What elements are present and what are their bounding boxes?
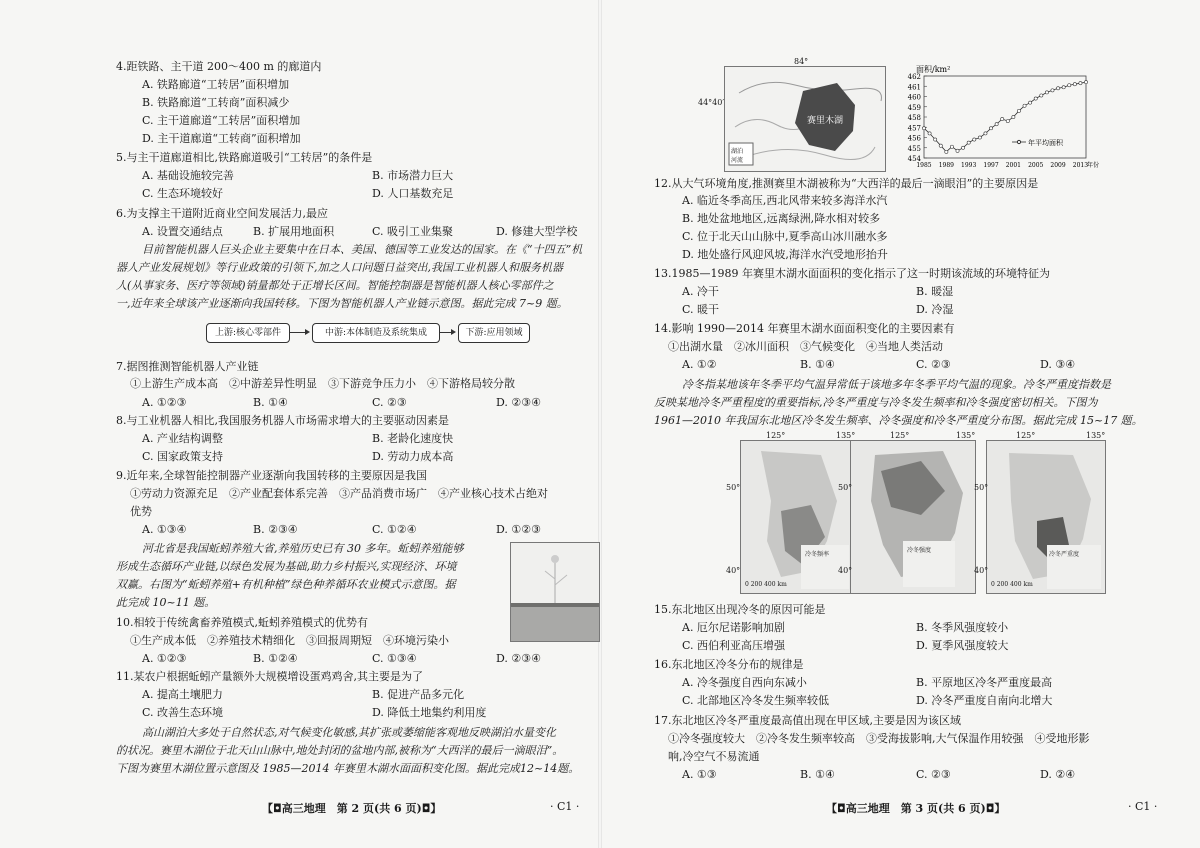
- data-point: [1034, 97, 1037, 100]
- q10-option-b: B. ①②④: [253, 652, 298, 665]
- map-legend-lake: 湖泊: [731, 148, 744, 155]
- frequency-map-lat2: 40°: [726, 566, 741, 575]
- q9-stem: 9.近年来,全球智能控制器产业逐渐向我国转移的主要原因是我国: [116, 469, 427, 482]
- chain-arrow-2: [440, 332, 454, 333]
- material4-line1: 冷冬指某地该年冬季平均气温异常低于该地多年冬季平均气温的现象。冷冬严重度指数是: [682, 378, 1111, 391]
- map-longitude: 84°: [794, 57, 809, 66]
- data-point: [1023, 104, 1026, 107]
- q4-stem: 4.距铁路、主干道 200～400 m 的廊道内: [116, 60, 322, 73]
- data-point: [962, 146, 965, 149]
- q14-option-c: C. ②③: [916, 358, 951, 371]
- material1-line2: 器人产业发展规划》等行业政策的引领下,加之人口问题日益突出,我国工业机器人和服务机器: [116, 261, 563, 274]
- q6-option-a: A. 设置交通结点: [142, 225, 223, 238]
- data-point: [1079, 82, 1082, 85]
- q16-stem: 16.东北地区冷冬分布的规律是: [654, 658, 804, 671]
- q11-stem: 11.某农户根据蚯蚓产量额外大规模增设蛋鸡鸡舍,其主要是为了: [116, 670, 423, 683]
- chart-legend: [1012, 138, 1064, 147]
- q4-option-d: D. 主干道廊道“工转商”面积增加: [142, 132, 301, 145]
- q5-option-d: D. 人口基数充足: [372, 187, 454, 200]
- intensity-map-lat1: 50°: [838, 483, 853, 492]
- right-page: [600, 0, 1200, 848]
- y-tick-label: 456: [907, 134, 921, 143]
- frequency-map-drawing: [741, 441, 853, 593]
- data-point: [934, 138, 937, 141]
- data-point: [928, 132, 931, 135]
- material4-line2: 反映某地冷冬严重程度的重要指标,冷冬严重度与冷冬发生频率和冷冬强度密切相关。下图为: [654, 396, 1098, 409]
- lake-label: 赛里木湖: [807, 116, 844, 126]
- intensity-map-lon2: 135°: [956, 431, 976, 440]
- data-point: [1040, 94, 1043, 97]
- q9-option-c: C. ①②④: [372, 523, 417, 536]
- q7-stem: 7.据图推测智能机器人产业链: [116, 360, 259, 373]
- q7-option-d: D. ②③④: [496, 396, 542, 409]
- frequency-map-scale: 0 200 400 km: [745, 581, 787, 588]
- intensity-map-legend: 冷冬强度: [907, 547, 932, 554]
- material2-line3: 双赢。右图为“蚯蚓养殖+有机种植”绿色种养循环农业模式示意图。据: [116, 578, 456, 591]
- q4-option-c: C. 主干道廊道“工转居”面积增加: [142, 114, 301, 127]
- data-point: [1084, 81, 1087, 84]
- severity-map-legend: 冷冬严重度: [1049, 551, 1080, 558]
- q13-option-b: B. 暖湿: [916, 285, 954, 298]
- chain-arrow-1: [290, 332, 308, 333]
- q6-option-b: B. 扩展用地面积: [253, 225, 335, 238]
- q10-stem: 10.相较于传统禽畜养殖模式,蚯蚓养殖模式的优势有: [116, 616, 368, 629]
- q11-option-d: D. 降低土地集约利用度: [372, 706, 487, 719]
- data-point: [922, 127, 925, 130]
- q13-option-a: A. 冷干: [682, 285, 719, 298]
- severity-map-lon1: 125°: [1016, 431, 1036, 440]
- earthworm-figure-drawing: [511, 543, 599, 641]
- y-tick-label: 455: [907, 144, 921, 153]
- q10-option-c: C. ①③④: [372, 652, 417, 665]
- q5-option-b: B. 市场潜力巨大: [372, 169, 454, 182]
- q14-stem: 14.影响 1990—2014 年赛里木湖水面面积变化的主要因素有: [654, 322, 955, 335]
- cold-winter-frequency-map: [740, 440, 854, 594]
- q14-items: ①出湖水量 ②冰川面积 ③气候变化 ④当地人类活动: [668, 340, 943, 353]
- chain-midstream-box: 中游:本体制造及系统集成: [312, 323, 440, 343]
- x-tick-label: 1989: [938, 162, 954, 169]
- q17-option-b: B. ①④: [800, 768, 835, 781]
- q7-option-c: C. ②③: [372, 396, 407, 409]
- chart-ylabel: 面积/km²: [916, 65, 951, 74]
- q17-items: ①冷冬强度较大 ②冷冬发生频率较高 ③受海拔影响,大气保温作用较强 ④受地形影: [668, 732, 1090, 745]
- q8-option-b: B. 老龄化速度快: [372, 432, 454, 445]
- q8-option-d: D. 劳动力成本高: [372, 450, 454, 463]
- chart-plot: [922, 81, 1087, 154]
- q16-option-c: C. 北部地区冷冬发生频率较低: [682, 694, 830, 707]
- q8-option-a: A. 产业结构调整: [142, 432, 223, 445]
- q17-option-d: D. ②④: [1040, 768, 1076, 781]
- severity-map-drawing: [987, 441, 1105, 593]
- data-point: [1073, 83, 1076, 86]
- x-tick-label: 1993: [961, 162, 977, 169]
- frequency-map-lon1: 125°: [766, 431, 786, 440]
- severity-map-lat2: 40°: [974, 566, 989, 575]
- q15-option-b: B. 冬季风强度较小: [916, 621, 1009, 634]
- x-tick-label: 1997: [983, 162, 999, 169]
- chart-axes: [908, 73, 1099, 169]
- data-point: [1056, 87, 1059, 90]
- q12-stem: 12.从大气环境角度,推测赛里木湖被称为“大西洋的最后一滴眼泪”的主要原因是: [654, 177, 1039, 190]
- q16-option-b: B. 平原地区冷冬严重度最高: [916, 676, 1053, 689]
- cold-winter-severity-map: [986, 440, 1106, 594]
- x-tick-label: 2009: [1050, 162, 1066, 169]
- q10-items: ①生产成本低 ②养殖技术精细化 ③回报周期短 ④环境污染小: [130, 634, 449, 647]
- q6-stem: 6.为支撑主干道附近商业空间发展活力,最应: [116, 207, 328, 220]
- data-point: [1029, 101, 1032, 104]
- map-legend-river: 河流: [731, 157, 744, 164]
- x-tick-label: 1985: [916, 162, 932, 169]
- right-page-code: · C1 ·: [1128, 800, 1158, 813]
- data-point: [967, 141, 970, 144]
- cold-winter-intensity-map: [850, 440, 976, 594]
- q17-option-c: C. ②③: [916, 768, 951, 781]
- data-point: [1006, 120, 1009, 123]
- q12-option-b: B. 地处盆地地区,远离绿洲,降水相对较多: [682, 212, 881, 225]
- intensity-map-drawing: [851, 441, 975, 593]
- intensity-map-lon1: 125°: [890, 431, 910, 440]
- data-point: [1068, 84, 1071, 87]
- q14-option-d: D. ③④: [1040, 358, 1076, 371]
- data-point: [1051, 89, 1054, 92]
- sayram-lake-map: [724, 66, 886, 172]
- q13-stem: 13.1985—1989 年赛里木湖水面面积的变化指示了这一时期该流域的环境特征为: [654, 267, 1050, 280]
- material3-line2: 的状况。赛里木湖位于北天山山脉中,地处封闭的盆地内部,被称为“大西洋的最后一滴眼泪”。: [116, 744, 564, 757]
- map-latitude: 44°40′: [698, 98, 725, 107]
- earthworm-farming-figure: [510, 542, 600, 642]
- q17-option-a: A. ①③: [682, 768, 717, 781]
- y-tick-label: 458: [907, 114, 921, 122]
- lake-area-chart: [886, 58, 1100, 176]
- y-tick-label: 454: [907, 155, 921, 163]
- q4-option-a: A. 铁路廊道“工转居”面积增加: [142, 78, 290, 91]
- q9-items: ①劳动力资源充足 ②产业配套体系完善 ③产品消费市场广 ④产业核心技术占绝对: [130, 487, 548, 500]
- severity-map-lat1: 50°: [974, 483, 989, 492]
- q14-option-b: B. ①④: [800, 358, 835, 371]
- q15-option-d: D. 夏季风强度较大: [916, 639, 1009, 652]
- q6-option-d: D. 修建大型学校: [496, 225, 578, 238]
- y-tick-label: 460: [907, 93, 921, 102]
- data-point: [1045, 91, 1048, 94]
- data-point: [939, 144, 942, 147]
- q6-option-c: C. 吸引工业集聚: [372, 225, 454, 238]
- q9-option-a: A. ①③④: [142, 523, 187, 536]
- severity-map-lon2: 135°: [1086, 431, 1106, 440]
- data-point: [945, 150, 948, 153]
- q12-option-c: C. 位于北天山山脉中,夏季高山冰川融水多: [682, 230, 888, 243]
- data-point: [1012, 115, 1015, 118]
- material2-line4: 此完成 10~11 题。: [116, 596, 216, 609]
- data-point: [995, 123, 998, 126]
- q8-option-c: C. 国家政策支持: [142, 450, 224, 463]
- q12-option-a: A. 临近冬季高压,西北风带来较多海洋水汽: [682, 194, 888, 207]
- right-footer: 【◘高三地理 第 3 页(共 6 页)◘】: [826, 802, 1006, 815]
- data-point: [989, 127, 992, 130]
- data-point: [1001, 117, 1004, 120]
- material1-line1: 目前智能机器人巨头企业主要集中在日本、美国、德国等工业发达的国家。在《“十四五”机: [142, 243, 583, 256]
- q9-option-d: D. ①②③: [496, 523, 542, 536]
- y-tick-label: 461: [907, 83, 921, 92]
- q4-option-b: B. 铁路廊道“工转商”面积减少: [142, 96, 290, 109]
- severity-map-scale: 0 200 400 km: [991, 581, 1033, 588]
- y-tick-label: 457: [907, 124, 921, 133]
- x-tick-label: 2005: [1028, 162, 1044, 169]
- q7-items: ①上游生产成本高 ②中游差异性明显 ③下游竞争压力小 ④下游格局较分散: [130, 377, 515, 390]
- legend-label: 年平均面积: [1028, 139, 1063, 147]
- q8-stem: 8.与工业机器人相比,我国服务机器人市场需求增大的主要驱动因素是: [116, 414, 449, 427]
- frequency-map-legend: 冷冬频率: [805, 551, 830, 558]
- q14-option-a: A. ①②: [682, 358, 717, 371]
- q7-option-a: A. ①②③: [142, 396, 187, 409]
- q17-items-cont: 响,冷空气不易流通: [668, 750, 760, 763]
- y-tick-label: 462: [907, 73, 921, 81]
- q16-option-d: D. 冷冬严重度自南向北增大: [916, 694, 1053, 707]
- data-point: [978, 136, 981, 139]
- frequency-map-lon2: 135°: [836, 431, 856, 440]
- material3-line3: 下图为赛里木湖位置示意图及 1985—2014 年赛里木湖水面面积变化图。据此完成12~14题。: [116, 762, 580, 775]
- frequency-map-lat1: 50°: [726, 483, 741, 492]
- y-tick-label: 459: [907, 103, 921, 112]
- q15-option-c: C. 西伯利亚高压增强: [682, 639, 786, 652]
- q7-option-b: B. ①④: [253, 396, 288, 409]
- q15-stem: 15.东北地区出现冷冬的原因可能是: [654, 603, 826, 616]
- lake-map-drawing: [725, 67, 885, 171]
- q9-items-cont: 优势: [130, 505, 152, 518]
- left-footer: 【◘高三地理 第 2 页(共 6 页)◘】: [262, 802, 442, 815]
- left-page-code: · C1 ·: [550, 800, 580, 813]
- q11-option-a: A. 提高土壤肥力: [142, 688, 223, 701]
- q13-option-c: C. 暖干: [682, 303, 720, 316]
- material2-line1: 河北省是我国蚯蚓养殖大省,养殖历史已有 30 多年。蚯蚓养殖能够: [142, 542, 464, 555]
- x-tick-label: 2013: [1072, 162, 1089, 169]
- data-point: [1062, 86, 1065, 89]
- q9-option-b: B. ②③④: [253, 523, 298, 536]
- x-unit-label: 年份: [1087, 162, 1100, 169]
- legend-marker: [1017, 140, 1020, 143]
- q17-stem: 17.东北地区冷冬严重度最高值出现在甲区域,主要是因为该区域: [654, 714, 961, 727]
- q16-option-a: A. 冷冬强度自西向东减小: [682, 676, 807, 689]
- q11-option-c: C. 改善生态环境: [142, 706, 224, 719]
- chain-downstream-box: 下游:应用领域: [458, 323, 530, 343]
- q5-option-a: A. 基础设施较完善: [142, 169, 234, 182]
- q11-option-b: B. 促进产品多元化: [372, 688, 465, 701]
- material3-line1: 高山湖泊大多处于自然状态,对气候变化敏感,其扩张或萎缩能客观地反映湖泊水量变化: [142, 726, 556, 739]
- q10-option-a: A. ①②③: [142, 652, 187, 665]
- data-point: [1017, 109, 1020, 112]
- data-point: [984, 132, 987, 135]
- q5-option-c: C. 生态环境较好: [142, 187, 224, 200]
- x-tick-label: 2001: [1005, 162, 1022, 169]
- q13-option-d: D. 冷湿: [916, 303, 954, 316]
- intensity-map-lat2: 40°: [838, 566, 853, 575]
- material1-line3: 人(从事家务、医疗等领域)销量都处于正增长区间。智能控制器是智能机器人核心零部件之: [116, 279, 554, 292]
- material2-line2: 形成生态循环产业链,以绿色发展为基础,助力乡村振兴,实现经济、环境: [116, 560, 457, 573]
- data-point: [973, 138, 976, 141]
- data-point: [950, 145, 953, 148]
- q5-stem: 5.与主干道廊道相比,铁路廊道吸引“工转居”的条件是: [116, 151, 373, 164]
- q10-option-d: D. ②③④: [496, 652, 542, 665]
- q12-option-d: D. 地处盛行风迎风坡,海洋水汽受地形抬升: [682, 248, 888, 261]
- material1-line4: 一,近年来全球该产业逐渐向我国转移。下图为智能机器人产业链示意图。据此完成 7~9 题。: [116, 297, 568, 310]
- data-point: [956, 149, 959, 152]
- material4-line3: 1961—2010 年我国东北地区冷冬发生频率、冷冬强度和冷冬严重度分布图。据此完成 15~17 题。: [654, 414, 1143, 427]
- chain-upstream-box: 上游:核心零部件: [206, 323, 290, 343]
- q15-option-a: A. 厄尔尼诺影响加剧: [682, 621, 785, 634]
